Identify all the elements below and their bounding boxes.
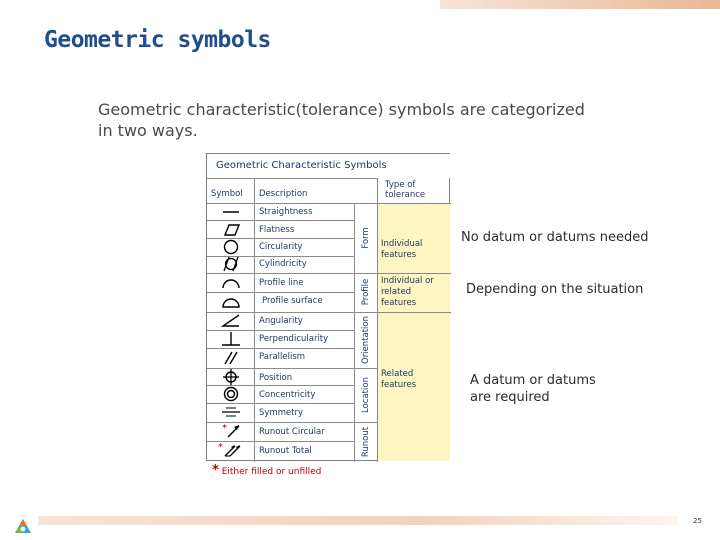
features-individual: Individual features	[381, 239, 423, 260]
row-description: Parallelism	[259, 352, 306, 362]
col-type-header: Type of tolerance	[385, 180, 426, 200]
symmetry-icon	[217, 404, 245, 420]
profile-line-icon	[217, 275, 245, 291]
row-description: Flatness	[259, 225, 295, 235]
bottom-accent-bar	[38, 516, 678, 525]
row-description: Straightness	[259, 207, 313, 217]
row-description: Profile line	[259, 278, 304, 288]
table-title-row	[207, 154, 451, 178]
footnote	[212, 463, 321, 478]
row-description: Position	[259, 373, 293, 383]
datum-note-individual-or-related: Depending on the situation	[466, 282, 644, 297]
row-description: Concentricity	[259, 390, 316, 400]
footnote-text: Either filled or unfilled	[221, 467, 322, 477]
row-description: Circularity	[259, 242, 303, 252]
slide-title: Geometric symbols	[44, 27, 271, 53]
col-symbol-header: Symbol	[211, 189, 243, 199]
circularity-icon	[217, 239, 245, 255]
runout-circular-icon	[217, 423, 245, 439]
row-description: Runout Total	[259, 446, 312, 456]
datum-note-related: A datum or datums are required	[470, 373, 596, 405]
svg-text:*: *	[218, 442, 223, 453]
top-accent-bar	[440, 0, 720, 9]
intro-text: Geometric characteristic(tolerance) symbols are categorized in two ways.	[98, 100, 585, 140]
row-description: Profile surface	[262, 296, 323, 306]
runout-total-icon	[217, 442, 245, 458]
logo-icon	[14, 518, 32, 536]
row-description: Perpendicularity	[259, 334, 329, 344]
col-description-header: Description	[259, 189, 308, 199]
datum-note-individual: No datum or datums needed	[461, 230, 649, 245]
row-description: Angularity	[259, 316, 303, 326]
svg-text:*: *	[222, 423, 227, 434]
parallelism-icon	[217, 350, 245, 366]
angularity-icon	[217, 313, 245, 329]
page-number: 25	[693, 517, 702, 525]
group-runout: Runout	[361, 426, 371, 458]
group-orientation: Orientation	[361, 316, 371, 364]
row-description: Runout Circular	[259, 427, 325, 437]
profile-surface-icon	[217, 294, 245, 310]
flatness-icon	[217, 222, 245, 238]
footnote-mark: *	[212, 463, 219, 478]
position-icon	[217, 369, 245, 385]
group-profile: Profile	[361, 278, 371, 306]
concentricity-icon	[217, 386, 245, 402]
row-description: Symmetry	[259, 408, 304, 418]
group-location: Location	[361, 377, 371, 413]
row-description: Cylindricity	[259, 259, 307, 269]
features-related: Related features	[381, 369, 417, 390]
group-form: Form	[361, 227, 371, 249]
geometric-symbols-table	[206, 153, 450, 461]
cylindricity-icon	[217, 256, 245, 272]
table-title: Geometric Characteristic Symbols	[216, 160, 387, 171]
features-individual-or-related: Individual or related features	[381, 276, 434, 308]
perpendicularity-icon	[217, 331, 245, 347]
straightness-icon	[217, 204, 245, 220]
